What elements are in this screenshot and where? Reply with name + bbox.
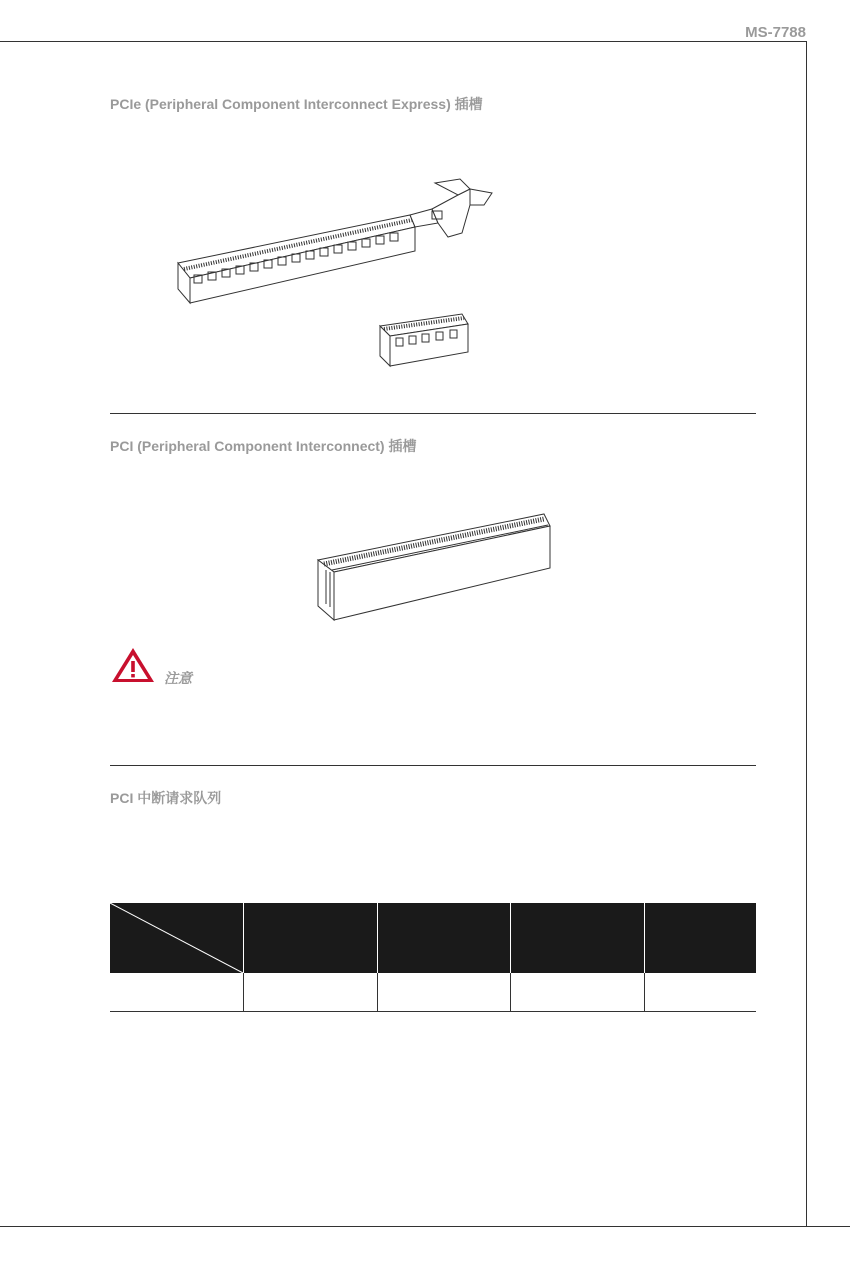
section-divider: [110, 765, 756, 766]
pcie-x16-slot-illustration: [170, 175, 505, 305]
irq-heading: PCI 中断请求队列: [110, 790, 222, 806]
top-rule: [0, 41, 806, 42]
table-cell: [511, 973, 645, 1012]
table-header-row: [110, 903, 756, 973]
table-cell: [244, 973, 378, 1012]
side-rule: [806, 41, 807, 1227]
table-row: [110, 973, 756, 1012]
table-cell: [645, 973, 756, 1012]
table-header-cell: [377, 903, 511, 973]
bottom-rule: [0, 1226, 850, 1227]
model-number: MS-7788: [745, 24, 806, 41]
warning-triangle-icon: [110, 646, 156, 684]
table-corner-cell: [110, 903, 244, 973]
pcie-x1-slot-illustration: [376, 308, 476, 370]
pcie-heading: PCIe (Peripheral Component Interconnect Express) 插槽: [110, 96, 483, 112]
table-header-cell: [511, 903, 645, 973]
note-label: 注意: [164, 670, 192, 686]
table-cell: [110, 973, 244, 1012]
irq-routing-table: [110, 903, 756, 1012]
section-divider: [110, 413, 756, 414]
pci-heading: PCI (Peripheral Component Interconnect) 插槽: [110, 438, 417, 454]
table-header-cell: [645, 903, 756, 973]
pci-slot-illustration: [314, 508, 554, 623]
table-cell: [377, 973, 511, 1012]
table-header-cell: [244, 903, 378, 973]
diagonal-divider: [110, 903, 243, 973]
